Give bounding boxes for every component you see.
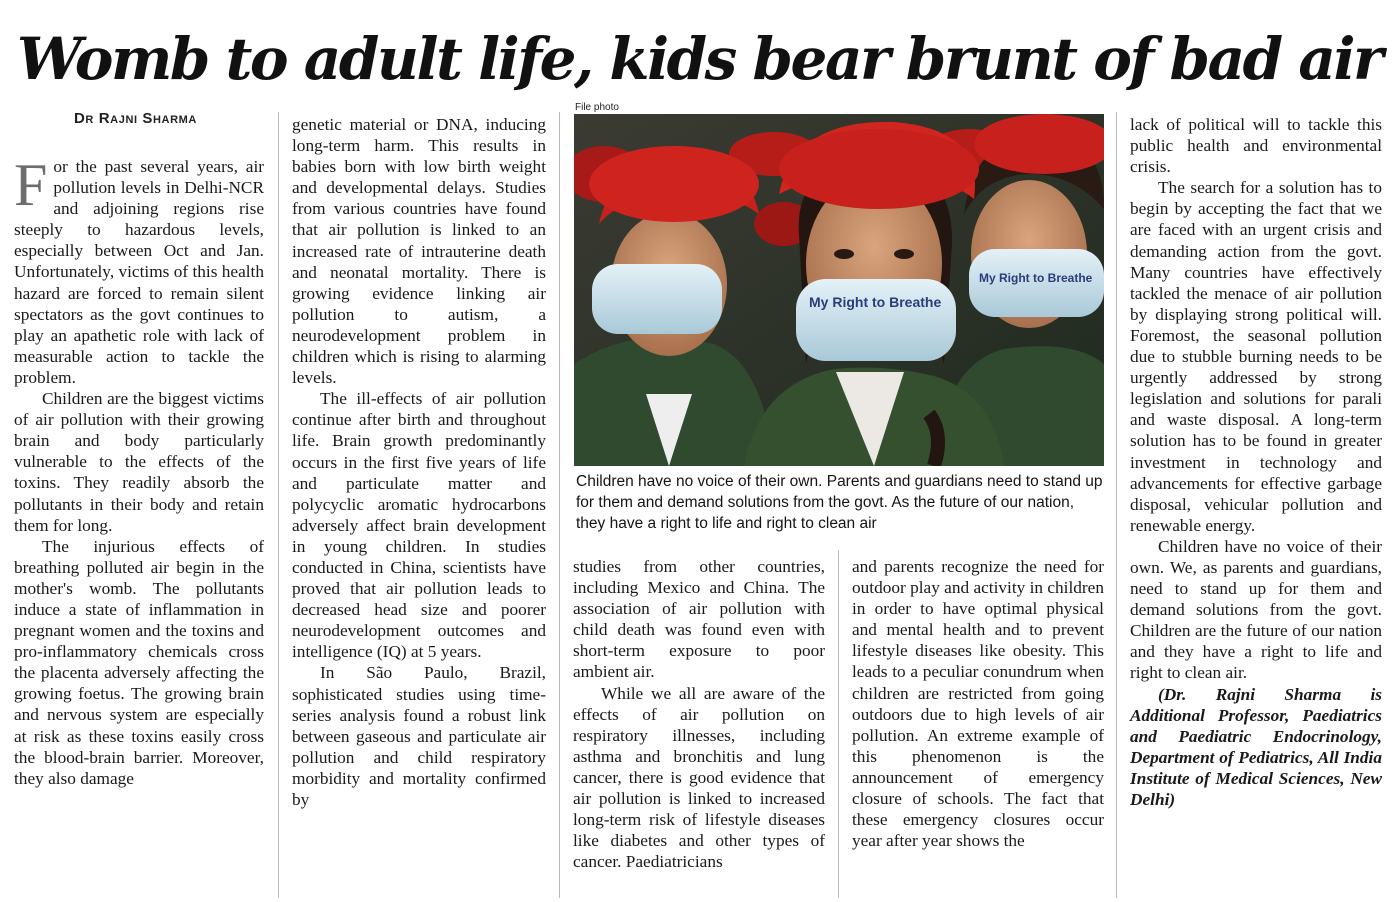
photo-credit-label: File photo xyxy=(575,102,619,113)
article-column-5 xyxy=(1130,114,1382,898)
paragraph: The injurious effects of breathing polluted air begin in the mother's womb. The pollutants induce a state of inflammation in pregnant women and the toxins and pro-inflammatory chemicals cross the placenta adversely affecting the growing foetus. The growing brain and nervous system are especially at risk as these toxins easily cross the blood-brain barrier. Moreover, they also damage xyxy=(14,536,264,788)
paragraph: studies from other countries, including Mexico and China. The association of air pollution with child death was found even with short-term exposure to poor ambient air. xyxy=(573,557,825,682)
paragraph: While we all are aware of the effects of air pollution on respiratory illnesses, including asthma and bronchitis and lung cancer, there is good evidence that air pollution is linked to increased long-term risk of lifestyle diseases like diabetes and other types of cancer. Paediatricians xyxy=(573,683,825,872)
paragraph: Children have no voice of their own. We, as parents and guardians, need to stand up for them and demand solutions from the govt. Children are the future of our nation and they have a right to life and right to clean air. xyxy=(1130,536,1382,683)
paragraph: The search for a solution has to begin by accepting the fact that we are faced with an urgent crisis and demanding action from the govt. Many countries have effectively tackled the menace of air pollution by displaying strong political will. Foremost, the seasonal pollution due to stubble burning needs to be urgently addressed by strong legislation and solutions for parali and waste disposal. A long-term solution has to be found in greater investment in technology and advancements for effective garbage disposal, vehicular pollution and renewable energy. xyxy=(1130,178,1382,535)
article-column-1 xyxy=(14,152,264,898)
drop-cap: F xyxy=(14,152,48,218)
column-rule xyxy=(278,112,279,898)
paragraph: Children are the biggest victims of air pollution with their growing brain and body particularly vulnerable to the effects of the toxins. They readily absorb the pollutants in their body and retain them for long. xyxy=(14,389,264,535)
column-rule xyxy=(838,550,839,898)
photo-caption: Children have no voice of their own. Parents and guardians need to stand up for them and demand solutions from the govt. As the future of our nation, they have a right to life and right to clean air xyxy=(576,473,1103,532)
column-rule xyxy=(559,112,560,898)
column-rule xyxy=(1116,112,1117,898)
article-column-4 xyxy=(852,556,1104,898)
news-photo xyxy=(574,114,1104,466)
mask-slogan: My Right to Breathe xyxy=(979,271,1093,285)
paragraph: and parents recognize the need for outdoor play and activity in children in order to have optimal physical and mental health and to prevent lifestyle diseases like obesity. This leads to a peculiar conundrum when children are restricted from going outdoors due to high levels of air pollution. An extreme example of this phenomenon is the announcement of emergency closure of schools. The fact that these emergency closures occur year after year shows the xyxy=(852,557,1104,851)
mask-slogan: My Right to Breathe xyxy=(809,294,942,310)
headline: Womb to adult life, kids bear brunt of bad air xyxy=(16,25,1382,93)
photo-illustration xyxy=(574,114,1104,466)
paragraph: In São Paulo, Brazil, sophisticated studies using time-series analysis found a robust link between gaseous and particulate air pollution and child respiratory morbidity and mortality confirmed by xyxy=(292,663,546,809)
paragraph: For the past several years, air pollution levels in Delhi-NCR and adjoining regions rise steeply to hazardous levels, especially between Oct and Jan. Unfortunately, victims of this health hazard are forced to remain silent spectators as the govt continues to play an apathetic role with lack of measurable action to tackle the problem. xyxy=(14,152,264,387)
byline: Dr Rajni Sharma xyxy=(74,110,197,127)
article-column-3 xyxy=(573,556,825,898)
article-column-2 xyxy=(292,114,546,898)
paragraph: The ill-effects of air pollution continue after birth and throughout life. Brain growth predominantly occurs in the first five years of life and particulate matter and polycyclic aromatic hydrocarbons adversely affect brain development in young children. In studies conducted in China, scientists have proved that air pollution leads to decreased head size and poorer neurodevelopment outcomes and intelligence (IQ) at 5 years. xyxy=(292,389,546,662)
paragraph: genetic material or DNA, inducing long-term harm. This results in babies born with low birth weight and developmental delays. Studies from various countries have found that air pollution is linked to an increased rate of intrauterine death and neonatal mortality. There is growing evidence linking air pollution to autism, a neurodevelopment problem in children which is rising to alarming levels. xyxy=(292,115,546,388)
paragraph: lack of political will to tackle this public health and environmental crisis. xyxy=(1130,115,1382,177)
author-bio: (Dr. Rajni Sharma is Additional Professor, Paediatrics and Paediatric Endocrinology, Department of Pediatrics, All India Institute of Medical Sciences, New Delhi) xyxy=(1130,684,1382,809)
